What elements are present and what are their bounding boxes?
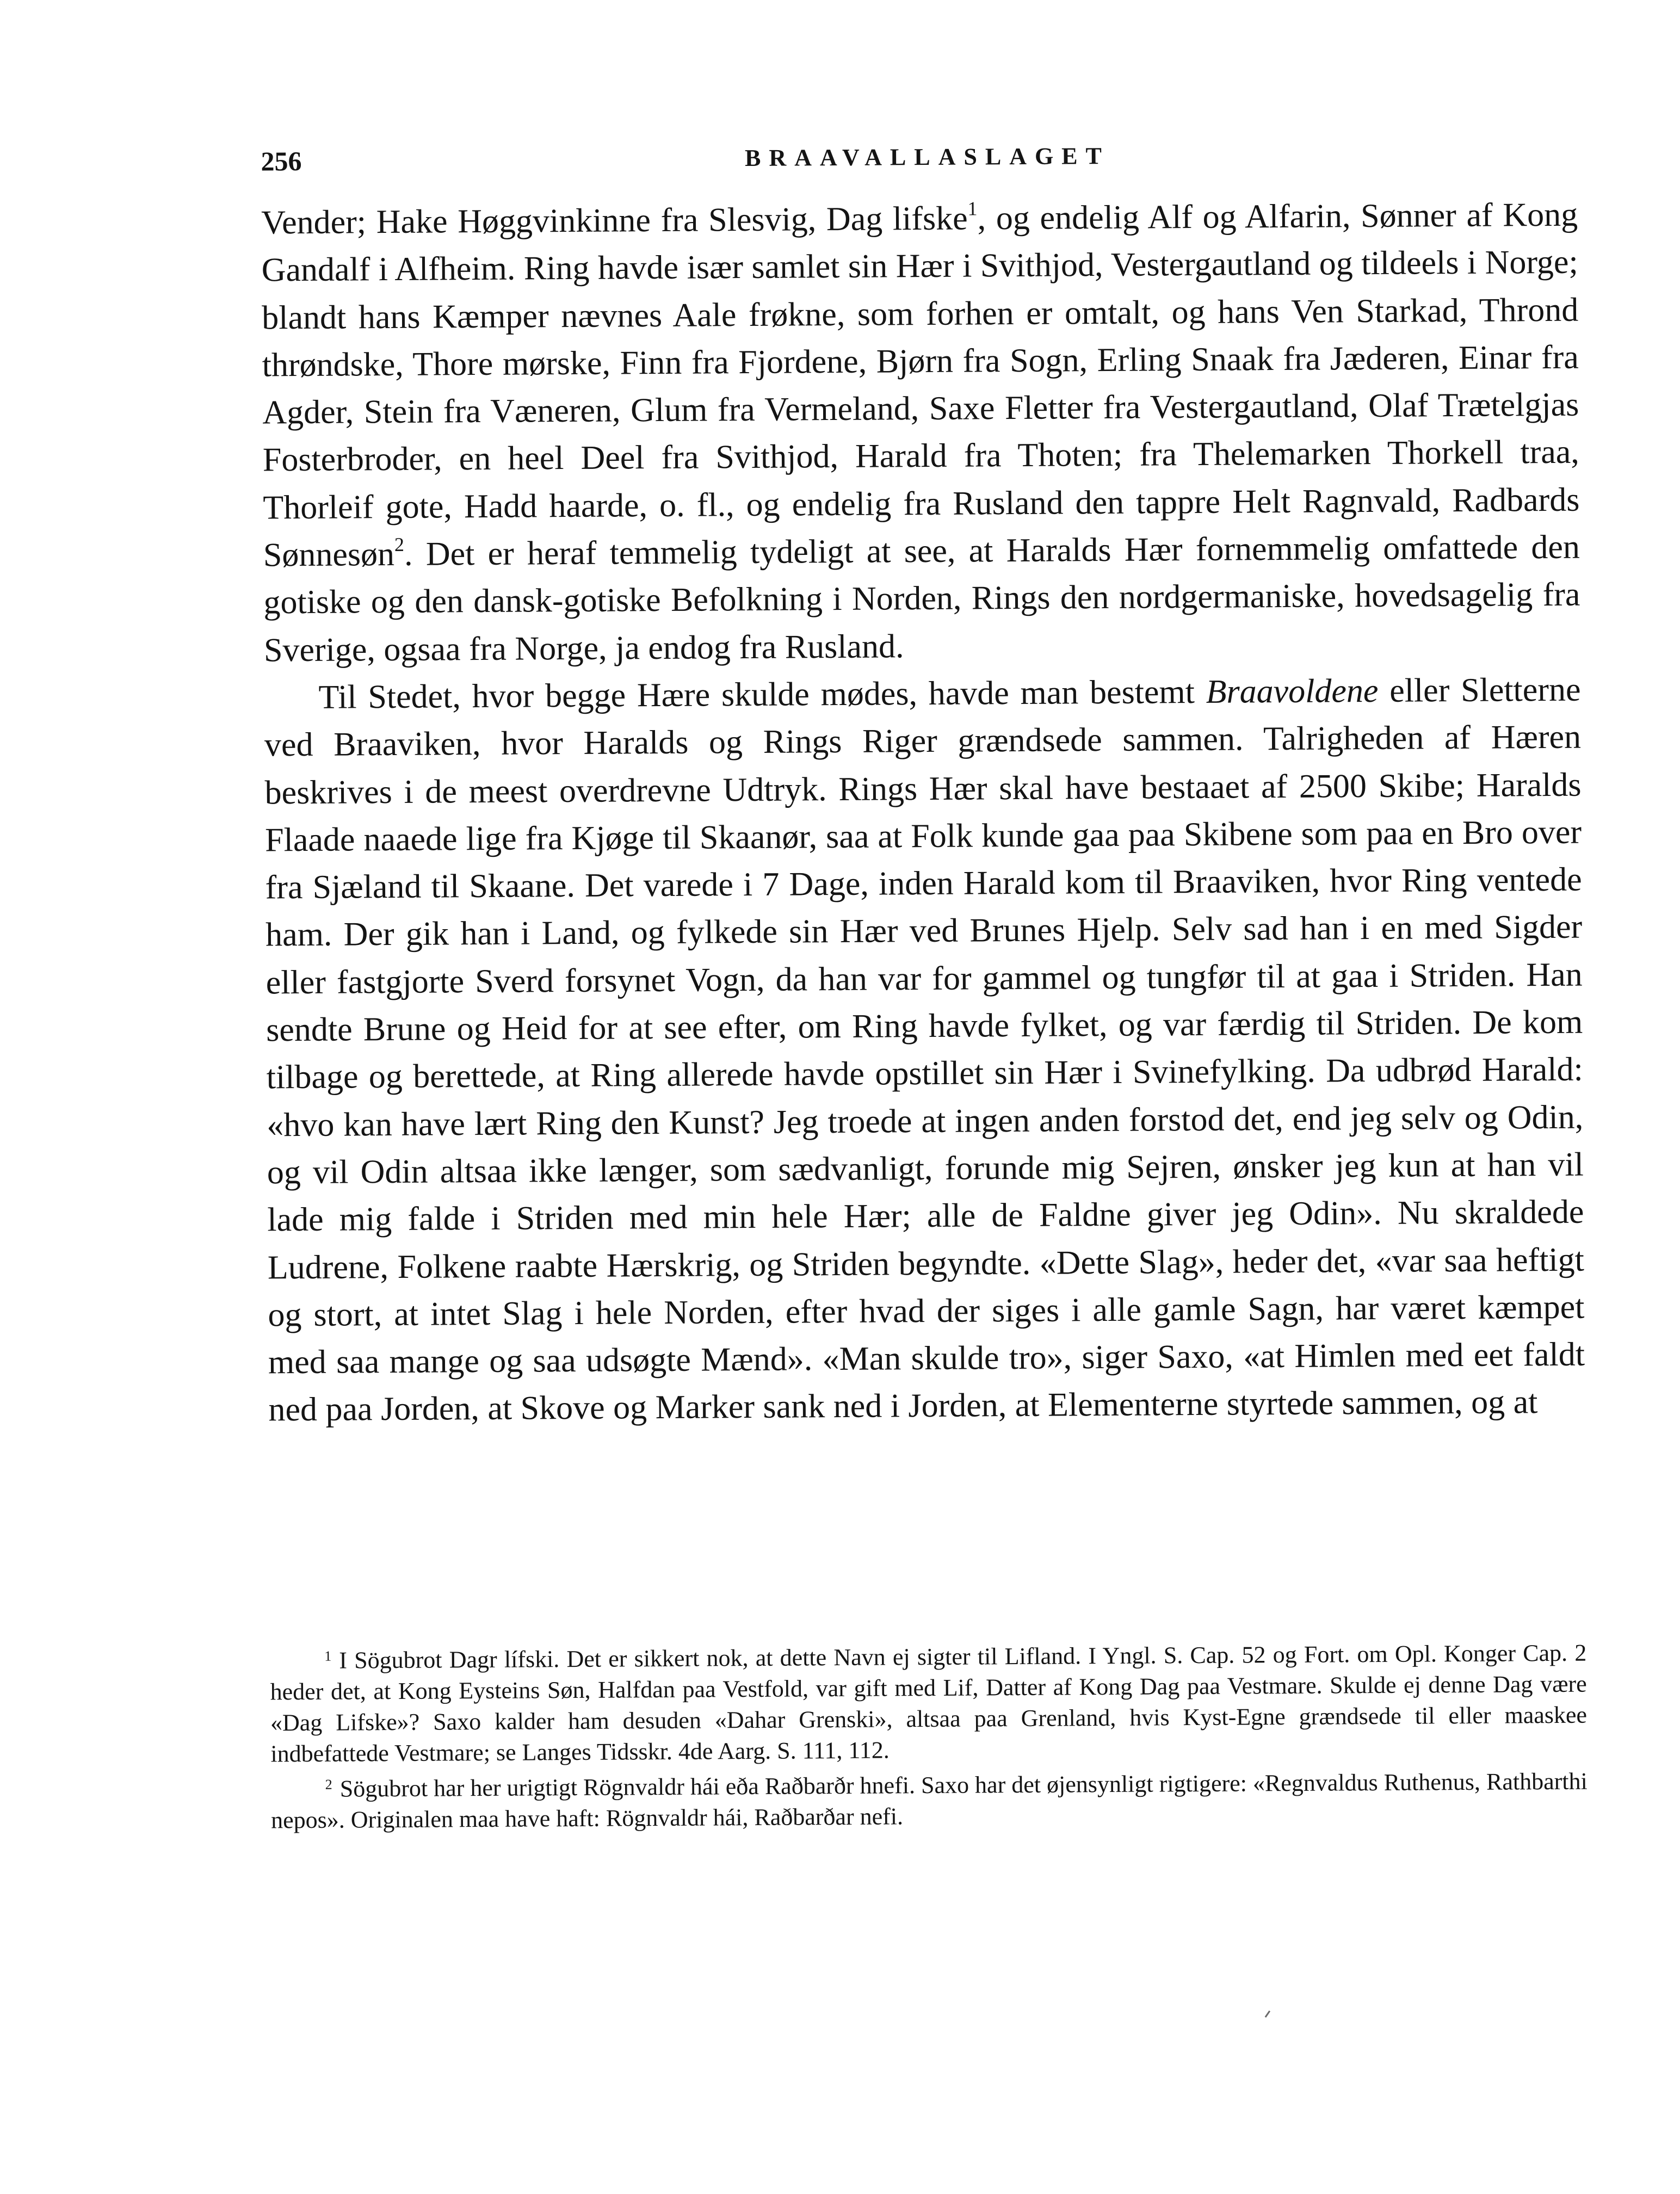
footnote-2 [271, 1766, 1588, 1836]
paragraph-1-text-a: Vender; Hake Høggvinkinne fra Slesvig, Dag lifske [261, 200, 968, 242]
footnote-ref-2: 2 [394, 533, 405, 556]
paragraph-2 [264, 666, 1585, 1435]
footnote-1-mark: 1 [324, 1648, 332, 1664]
paragraph-1 [261, 191, 1580, 675]
footnote-1 [270, 1637, 1587, 1770]
footnote-ref-1: 1 [967, 197, 978, 220]
footnote-1-text: I Sögubrot Dagr lífski. Det er sikkert nok, at dette Navn ej sigter til Lifland. I Yngl. S. Cap. 52 og Fort. om Opl. Konger Cap. 2 heder det, at Kong Eysteins Søn, Halfdan paa Vestfold, var gift med Lif, Datter af Kong Dag paa Vestmare. Skulde ej denne Dag være «Dag Lifske»? Saxo kalder ham desuden «Dahar Grenski», altsaa paa Grenland, hvis Kyst-Egne grændsede til eller maaskee indbefattede Vestmare; se Langes Tidsskr. 4de Aarg. S. 111, 112. [270, 1639, 1588, 1767]
footnote-2-text: Sögubrot har her urigtigt Rögnvaldr hái eða Raðbarðr hnefi. Saxo har det øjensynligt rigtigere: «Regnvaldus Ruthenus, Rathbarthi nepos». Originalen maa have haft: Rögnvaldr hái, Raðbarðar nefi. [270, 1767, 1588, 1834]
page-header [261, 132, 1577, 183]
paragraph-2-text-a: Til Stedet, hvor begge Hære skulde mødes, havde man bestemt [318, 673, 1206, 716]
main-text [261, 191, 1585, 1434]
italic-place-name: Braavoldene [1206, 672, 1379, 710]
paragraph-1-text-b: , og endelig Alf og Alfarin, Sønner af Kong Gandalf i Alfheim. Ring havde især samlet sin Hær i Svithjod, Vestergautland og tildeels i Norge; blandt hans Kæmper nævnes Aale frøkne, som forhen er omtalt, og hans Ven Starkad, Thrond thrøndske, Thore mørske, Finn fra Fjordene, Bjørn fra Sogn, Erling Snaak fra Jæderen, Einar fra Agder, Stein fra Væneren, Glum fra Vermeland, Saxe Fletter fra Vestergautland, Olaf Trætelgjas Fosterbroder, en heel Deel fra Svithjod, Harald fra Thoten; fra Thelemarken Thorkell traa, Thorleif gote, Hadd haarde, o. fl., og endelig fra Rusland den tappre Helt Ragnvald, Radbards Sønnesøn [261, 196, 1580, 574]
paragraph-1-text-c: . Det er heraf temmelig tydeligt at see, at Haralds Hær fornemmelig omfattede den gotiske og den dansk-gotiske Befolkning i Norden, Rings den nordgermaniske, hovedsagelig fra Sverige, ogsaa fra Norge, ja endog fra Rusland. [263, 528, 1580, 669]
paragraph-2-text-b: eller Sletterne ved Braaviken, hvor Haralds og Rings Riger grændsede sammen. Talrigheden af Hæren beskrives i de meest overdrevne Udtryk. Rings Hær skal have bestaaet af 2500 Skibe; Haralds Flaade naaede lige fra Kjøge til Skaanør, saa at Folk kunde gaa paa Skibene som paa en Bro over fra Sjæland til Skaane. Det varede i 7 Dage, inden Harald kom til Braaviken, hvor Ring ventede ham. Der gik han i Land, og fylkede sin Hær ved Brunes Hjelp. Selv sad han i en med Sigder eller fastgjorte Sverd forsynet Vogn, da han var for gammel og tungfør til at gaa i Striden. Han sendte Brune og Heid for at see efter, om Ring havde fylket, og var færdig til Striden. De kom tilbage og berettede, at Ring allerede havde opstillet sin Hær i Svinefylking. Da udbrød Harald: «hvo kan have lært Ring den Kunst? Jeg troede at ingen anden forstod det, end jeg selv og Odin, og vil Odin altsaa ikke længer, som sædvanligt, forunde mig Sejren, ønsker jeg kun at han vil lade mig falde i Striden med min hele Hær; alle de Faldne giver jeg Odin». Nu skraldede Ludrene, Folkene raabte Hærskrig, og Striden begyndte. «Dette Slag», heder det, «var saa heftigt og stort, at intet Slag i hele Norden, efter hvad der siges i alle gamle Sagn, har været kæmpet med saa mange og saa udsøgte Mænd». «Man skulde tro», siger Saxo, «at Himlen med eet faldt ned paa Jorden, at Skove og Marker sank ned i Jorden, at Elementerne styrtede sammen, og at [264, 671, 1585, 1429]
footnote-2-mark: 2 [325, 1776, 332, 1793]
running-title: BRAAVALLASLAGET [744, 142, 1110, 172]
paper-speck [1265, 2011, 1270, 2018]
page-number: 256 [261, 146, 302, 177]
footnotes [270, 1637, 1588, 1836]
